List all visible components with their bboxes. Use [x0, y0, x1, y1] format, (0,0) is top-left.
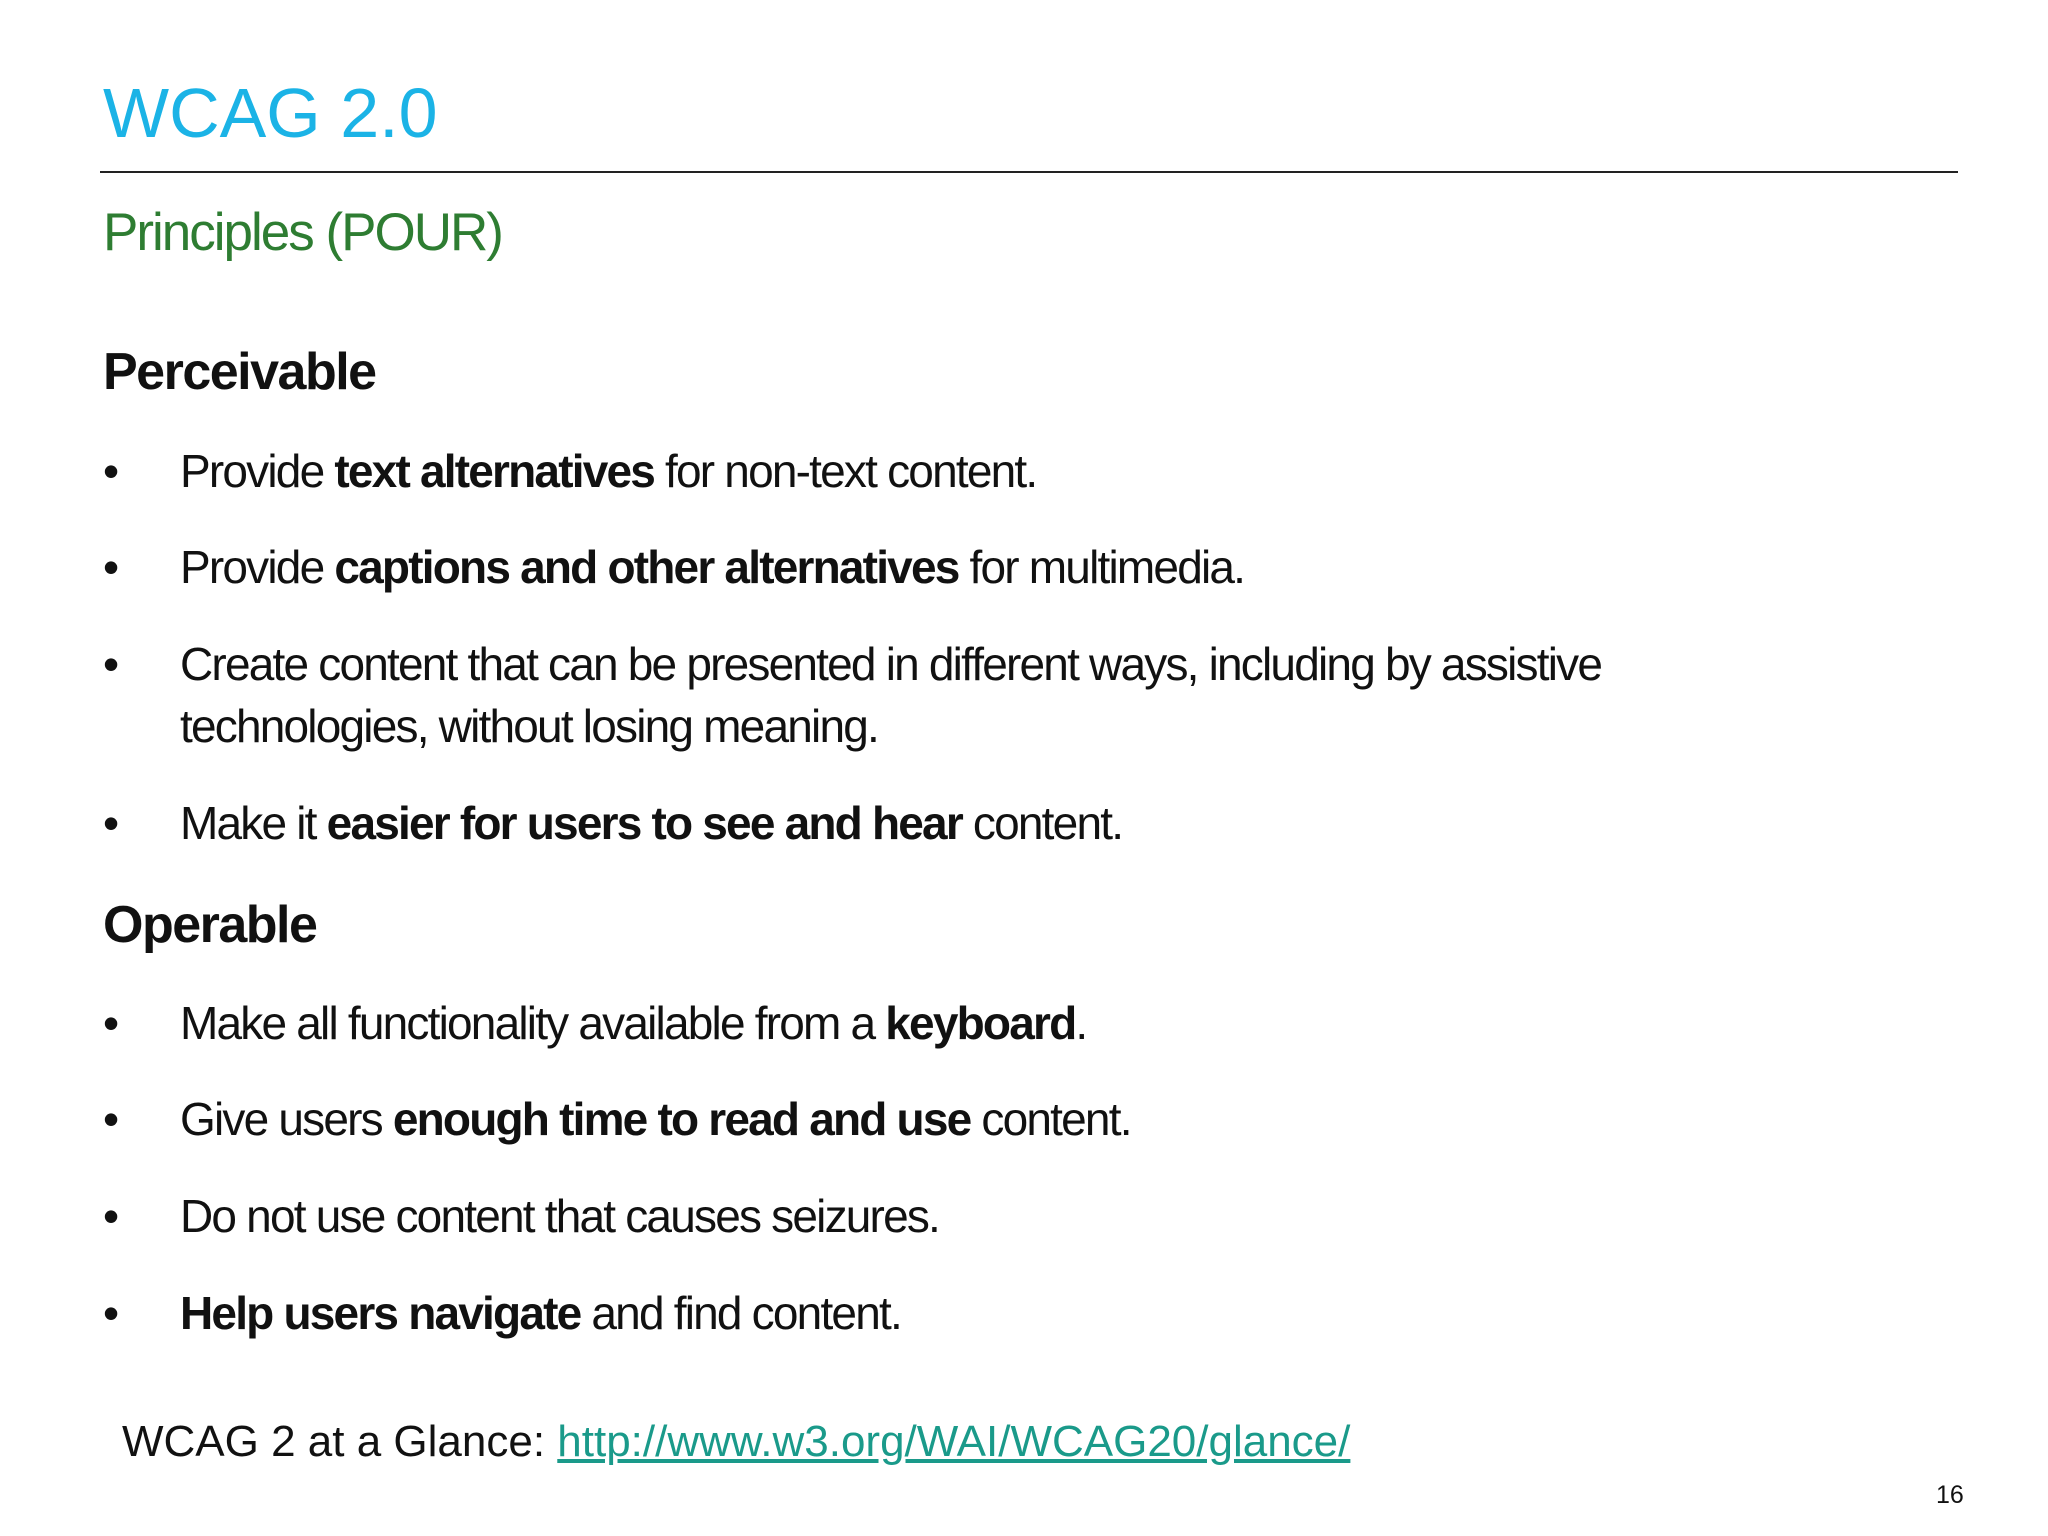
bullet-text: Make it easier for users to see and hear content.: [180, 797, 1123, 849]
section-heading-perceivable: Perceivable: [103, 343, 376, 401]
section-heading-operable: Operable: [103, 896, 317, 954]
bullet-text: Help users navigate and find content.: [180, 1287, 901, 1339]
slide-title: WCAG 2.0: [103, 74, 438, 152]
bullet-text: Provide captions and other alternatives for multimedia.: [180, 541, 1245, 593]
wcag-glance-link[interactable]: http://www.w3.org/WAI/WCAG20/glance/: [557, 1417, 1351, 1466]
bullet-text: Create content that can be presented in different ways, including by assistive technologies, without losing meaning.: [180, 638, 1602, 752]
bullet-dot: •: [103, 541, 118, 593]
bullet-item: [103, 992, 1803, 1054]
slide-subtitle: Principles (POUR): [103, 203, 502, 262]
page-number: 16: [1936, 1481, 1964, 1509]
title-divider: [100, 171, 1958, 173]
bullet-dot: •: [103, 638, 118, 690]
bullet-dot: •: [103, 445, 118, 497]
bullet-dot: •: [103, 1093, 118, 1145]
bullet-text: Make all functionality available from a keyboard.: [180, 997, 1087, 1049]
bullet-dot: •: [103, 997, 118, 1049]
bullet-item: [103, 1088, 1803, 1150]
bullet-dot: •: [103, 797, 118, 849]
bullet-text: Give users enough time to read and use content.: [180, 1093, 1131, 1145]
bullet-item: [103, 536, 1803, 598]
bullet-item: [103, 1185, 1803, 1247]
bullet-item: [103, 1282, 1803, 1344]
bullet-text: Provide text alternatives for non-text content.: [180, 445, 1037, 497]
bullet-item: [103, 440, 1803, 502]
bullet-item: [103, 633, 1803, 757]
bullet-text: Do not use content that causes seizures.: [180, 1190, 940, 1242]
footer-label: WCAG 2 at a Glance:: [122, 1417, 558, 1466]
bullet-item: [103, 792, 1803, 854]
bullet-dot: •: [103, 1287, 118, 1339]
footer-reference: [122, 1417, 1351, 1466]
bullet-dot: •: [103, 1190, 118, 1242]
